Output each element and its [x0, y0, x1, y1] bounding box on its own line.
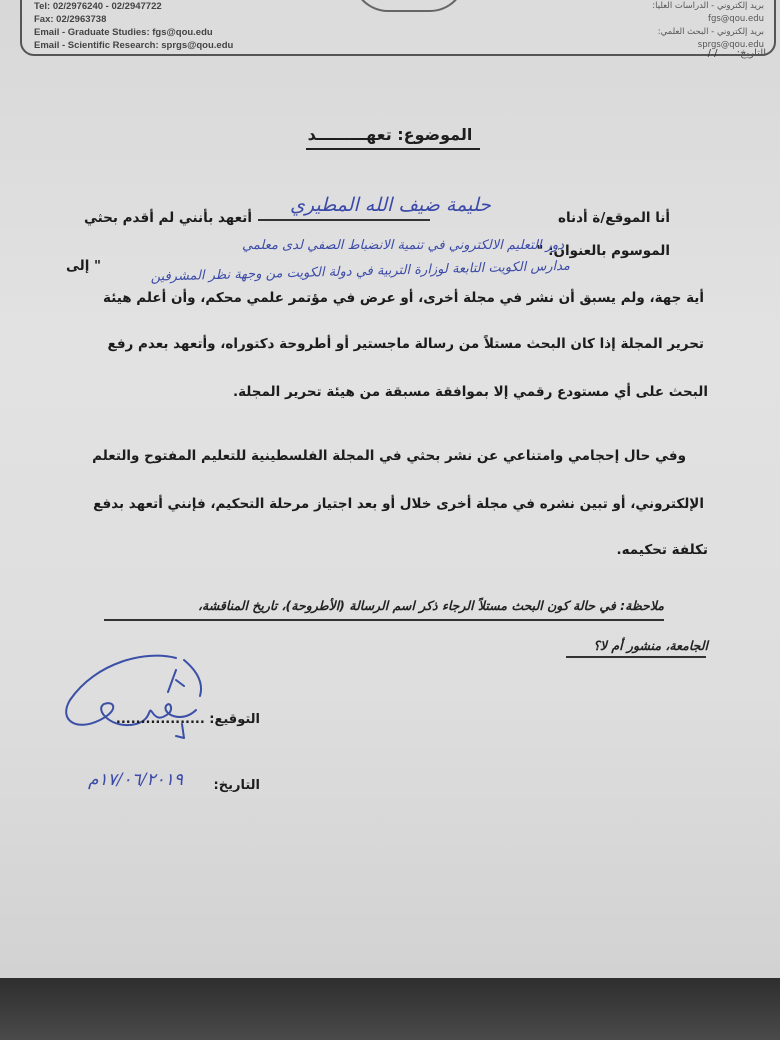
note-line2: الجامعة، منشور أم لا؟ — [593, 638, 708, 653]
footer-date-label: التاريخ: — [213, 778, 260, 793]
background-surface — [0, 978, 780, 1040]
contact-line: Fax: 02/2963738 — [34, 14, 107, 25]
handwritten-title-2: مدارس الكويت التابعة لوزارة التربية في دولة الكويت من وجهة نظر المشرفين — [150, 258, 571, 285]
contact-line: بريد إلكتروني - الدراسات العليا: fgs@qou.edu — [652, 1, 764, 24]
handwritten-title-1: دور التعليم الالكتروني في تنمية الانضباط الصفي لدى معلمي — [242, 238, 564, 253]
contact-info-arabic — [604, 0, 764, 52]
note-underline-2 — [566, 656, 706, 658]
university-seal — [352, 0, 466, 12]
subject-title: الموضوع: تعهـــــــــد — [307, 125, 473, 144]
header-date-label: التاريخ: — [736, 48, 766, 59]
contact-info-english — [34, 0, 274, 52]
p2-line3: تكلفة تحكيمه. — [616, 542, 708, 558]
p1-line1-start: أنا الموقع/ة أدناه — [557, 210, 670, 226]
p1-line3: أية جهة، ولم يسبق أن نشر في مجلة أخرى، أو عرض في مؤتمر علمي محكم، وأن أعلم هيئة — [103, 290, 704, 306]
contact-line: Email - Graduate Studies: fgs@qou.edu — [34, 27, 213, 38]
p1-line4: تحرير المجلة إذا كان البحث مستلاً من رسالة ماجستير أو أطروحة دكتوراه، وأتعهد بعدم رفع — [107, 336, 704, 352]
contact-line: Tel: 02/2976240 - 02/2947722 — [34, 1, 162, 12]
p1-line2-start: الموسوم بالعنوان: " — [536, 243, 670, 259]
footer-date-handwritten: ١٧/٠٦/٢٠١٩م — [88, 770, 184, 790]
p1-line2-end: " إلى — [66, 258, 102, 274]
contact-line: Email - Scientific Research: sprgs@qou.edu — [34, 40, 234, 51]
letterhead — [20, 0, 776, 56]
header-date-value: / / — [707, 48, 718, 59]
note-line1: ملاحظة: في حالة كون البحث مستلاً الرجاء ذكر اسم الرسالة (الأطروحة)، تاريخ المناقشة، — [198, 598, 664, 613]
note-underline-1 — [104, 619, 664, 621]
contact-line: بريد إلكتروني - البحث العلمي: sprgs@qou.edu — [657, 27, 764, 50]
p1-line5: البحث على أي مستودع رقمي إلا بموافقة مسبقة من هيئة تحرير المجلة. — [232, 384, 708, 400]
handwritten-signature — [56, 640, 236, 760]
p2-line1: وفي حال إحجامي وامتناعي عن نشر بحثي في المجلة الفلسطينية للتعليم المفتوح والتعلم — [92, 448, 686, 464]
subject-underline — [306, 148, 480, 150]
p1-line1-end: أتعهد بأنني لم أقدم بحثي — [84, 210, 252, 226]
header-date — [708, 48, 766, 59]
handwritten-signer-name: حليمة ضيف الله المطيري — [290, 194, 491, 216]
signature-label: التوقيع: .................. — [115, 712, 260, 727]
name-blank-line — [258, 219, 430, 221]
p2-line2: الإلكتروني، أو تبين نشره في مجلة أخرى خلال أو بعد اجتياز مرحلة التحكيم، فإنني أتعهد بدفع — [93, 496, 704, 512]
